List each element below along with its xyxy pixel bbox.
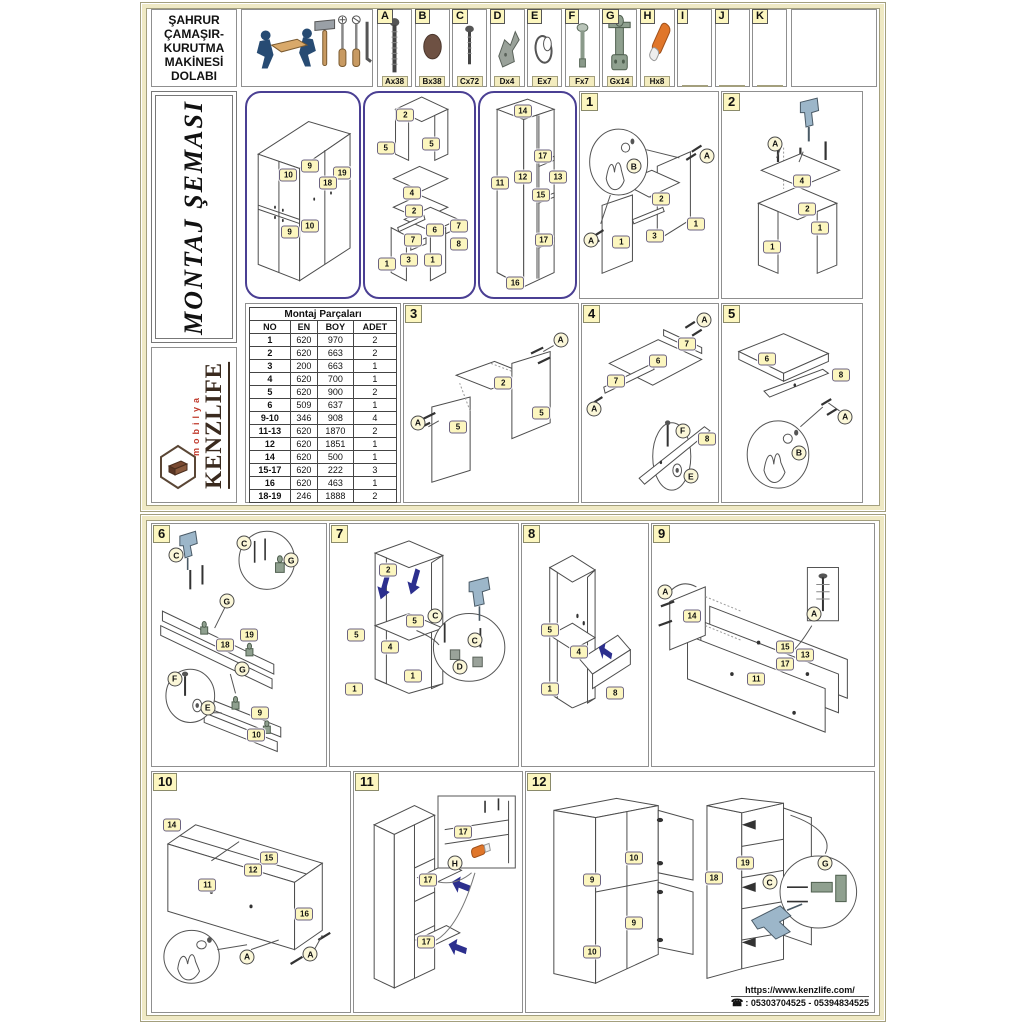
- product-title: [151, 9, 237, 87]
- fastener-label-A: A: [807, 606, 822, 621]
- part-label-4: 4: [381, 641, 399, 654]
- fastener-label-C: C: [237, 536, 252, 551]
- part-label-18: 18: [319, 176, 337, 189]
- step-number: 2: [723, 93, 740, 111]
- part-label-19: 19: [333, 166, 351, 179]
- fastener-label-A: A: [838, 409, 853, 424]
- part-label-5: 5: [532, 406, 550, 419]
- part-label-6: 6: [758, 353, 776, 366]
- fastener-label-B: B: [792, 445, 807, 460]
- part-label-11: 11: [747, 672, 765, 685]
- part-label-9: 9: [583, 874, 601, 887]
- part-label-5: 5: [347, 629, 365, 642]
- part-label-2: 2: [379, 563, 397, 576]
- col-boy: BOY: [317, 321, 353, 334]
- hardware-letter: A: [377, 9, 393, 24]
- step-number: 1: [581, 93, 598, 111]
- brand-subtitle: mobilya: [191, 393, 201, 456]
- table-row: 5 620 900 2: [250, 386, 397, 399]
- part-label-1: 1: [811, 221, 829, 234]
- hardware-cell-a: [377, 9, 412, 87]
- step-panel-9: [651, 523, 875, 767]
- part-label-5: 5: [406, 614, 424, 627]
- website-text: https://www.kenzlife.com/: [731, 985, 869, 997]
- fastener-label-A: A: [410, 415, 425, 430]
- contact-footer: [731, 985, 869, 1009]
- part-label-17: 17: [419, 874, 437, 887]
- part-label-8: 8: [450, 237, 468, 250]
- col-en: EN: [290, 321, 317, 334]
- step-panel-1: [579, 91, 719, 299]
- part-label-1: 1: [404, 670, 422, 683]
- brand-name: KENZLIFE: [201, 362, 230, 489]
- table-row: 2 620 663 2: [250, 347, 397, 360]
- hardware-cell-i: [677, 9, 712, 87]
- fastener-label-G: G: [219, 594, 234, 609]
- part-label-1: 1: [612, 236, 630, 249]
- hardware-qty: Hx8: [644, 76, 670, 87]
- hardware-qty: Dx4: [494, 76, 520, 87]
- phone-icon: ☎: [730, 998, 744, 1009]
- hardware-cell-d: [490, 9, 525, 87]
- part-label-9: 9: [301, 160, 319, 173]
- parts-table-cell: [245, 303, 401, 503]
- fastener-label-A: A: [587, 401, 602, 416]
- phone-numbers: : 05303704525 - 05394834525: [745, 998, 869, 1008]
- part-label-19: 19: [240, 629, 258, 642]
- step-number: 11: [355, 773, 379, 791]
- part-label-8: 8: [698, 432, 716, 445]
- part-label-13: 13: [549, 170, 567, 183]
- hardware-cell-j: [715, 9, 750, 87]
- part-label-9: 9: [281, 225, 299, 238]
- empty-header-cell: [791, 9, 877, 87]
- part-label-7: 7: [404, 233, 422, 246]
- part-label-1: 1: [424, 254, 442, 267]
- step-panel-7: [329, 523, 519, 767]
- fastener-label-C: C: [762, 875, 777, 890]
- part-label-1: 1: [345, 682, 363, 695]
- hardware-cell-e: [527, 9, 562, 87]
- hardware-qty: [682, 85, 708, 87]
- part-label-1: 1: [541, 682, 559, 695]
- hardware-letter: G: [602, 9, 619, 24]
- part-label-2: 2: [396, 109, 414, 122]
- part-label-15: 15: [776, 641, 794, 654]
- part-label-14: 14: [163, 818, 181, 831]
- hardware-letter: C: [452, 9, 468, 24]
- part-label-7: 7: [450, 219, 468, 232]
- part-label-17: 17: [454, 826, 472, 839]
- part-label-2: 2: [494, 377, 512, 390]
- tools-cell: [241, 9, 373, 87]
- fastener-label-G: G: [284, 553, 299, 568]
- table-row: 6 509 637 1: [250, 399, 397, 412]
- fastener-label-A: A: [697, 312, 712, 327]
- step-number: 10: [153, 773, 177, 791]
- step-number: 9: [653, 525, 670, 543]
- part-label-17: 17: [776, 658, 794, 671]
- step-panel-8: [521, 523, 649, 767]
- fastener-label-A: A: [240, 949, 255, 964]
- step-panel-6: [151, 523, 327, 767]
- table-row: 12 620 1851 1: [250, 438, 397, 451]
- tools-illustration-icon: [242, 10, 372, 86]
- fastener-label-C: C: [467, 633, 482, 648]
- part-label-16: 16: [295, 907, 313, 920]
- hardware-qty: Gx14: [607, 76, 633, 87]
- part-label-4: 4: [793, 174, 811, 187]
- part-label-17: 17: [534, 150, 552, 163]
- part-label-1: 1: [763, 240, 781, 253]
- part-label-18: 18: [705, 871, 723, 884]
- table-row: 15-17 620 222 3: [250, 464, 397, 477]
- step-panel-12: [525, 771, 875, 1013]
- part-label-18: 18: [216, 639, 234, 652]
- table-row: 1 620 970 2: [250, 334, 397, 347]
- fastener-label-A: A: [699, 148, 714, 163]
- col-no: NO: [250, 321, 291, 334]
- step-panel-5: [721, 303, 863, 503]
- hardware-cell-h: [640, 9, 675, 87]
- part-label-11: 11: [198, 878, 216, 891]
- part-label-15: 15: [260, 852, 278, 865]
- step-number: 7: [331, 525, 348, 543]
- step-number: 6: [153, 525, 170, 543]
- hardware-letter: E: [527, 9, 542, 24]
- overview-exploded-lower-unit: [363, 91, 476, 299]
- part-label-2: 2: [652, 193, 670, 206]
- part-label-8: 8: [606, 687, 624, 700]
- part-label-4: 4: [570, 646, 588, 659]
- step-number: 8: [523, 525, 540, 543]
- fastener-label-H: H: [447, 856, 462, 871]
- product-title-text: ŞAHRUR ÇAMAŞIR- KURUTMA MAKİNESİ DOLABI: [163, 13, 225, 83]
- fastener-label-A: A: [303, 947, 318, 962]
- part-label-3: 3: [646, 230, 664, 243]
- scheme-title: MONTAJ ŞEMASI: [179, 99, 208, 335]
- step-number: 5: [723, 305, 740, 323]
- hardware-qty: Fx7: [569, 76, 595, 87]
- fastener-label-D: D: [452, 659, 467, 674]
- hardware-letter: I: [677, 9, 688, 24]
- brand-cell: [151, 347, 237, 503]
- part-label-4: 4: [403, 186, 421, 199]
- part-label-10: 10: [625, 852, 643, 865]
- fastener-label-A: A: [768, 136, 783, 151]
- hardware-letter: F: [565, 9, 580, 24]
- part-label-17: 17: [535, 233, 553, 246]
- step-number: 12: [527, 773, 551, 791]
- part-label-5: 5: [541, 624, 559, 637]
- hardware-qty: [719, 85, 745, 87]
- part-label-13: 13: [796, 648, 814, 661]
- fastener-label-A: A: [553, 332, 568, 347]
- table-row: 4 620 700 1: [250, 373, 397, 386]
- fastener-label-C: C: [428, 608, 443, 623]
- fastener-label-G: G: [235, 662, 250, 677]
- part-label-3: 3: [400, 254, 418, 267]
- step-panel-4: [581, 303, 719, 503]
- step-number: 4: [583, 305, 600, 323]
- fastener-label-A: A: [584, 233, 599, 248]
- hardware-letter: H: [640, 9, 656, 24]
- part-label-7: 7: [678, 337, 696, 350]
- part-label-10: 10: [301, 219, 319, 232]
- part-label-7: 7: [607, 375, 625, 388]
- part-label-5: 5: [422, 138, 440, 151]
- part-label-12: 12: [514, 170, 532, 183]
- step-panel-3: [403, 303, 579, 503]
- hardware-qty: Ax38: [382, 76, 408, 87]
- step-number: 3: [405, 305, 422, 323]
- step-panel-10: [151, 771, 351, 1013]
- hardware-qty: Bx38: [419, 76, 445, 87]
- part-label-16: 16: [506, 276, 524, 289]
- fastener-label-F: F: [167, 671, 182, 686]
- hardware-letter: K: [752, 9, 768, 24]
- part-label-10: 10: [583, 946, 601, 959]
- col-adet: ADET: [353, 321, 396, 334]
- fastener-label-C: C: [169, 548, 184, 563]
- part-label-1: 1: [378, 258, 396, 271]
- fastener-label-F: F: [675, 423, 690, 438]
- overview-tall-cabinet: [478, 91, 577, 299]
- parts-table-body: [250, 334, 397, 503]
- bottom-sheet: [140, 514, 886, 1022]
- table-row: 18-19 246 1888 2: [250, 490, 397, 503]
- scheme-title-cell: [151, 91, 237, 343]
- fastener-label-E: E: [200, 700, 215, 715]
- part-label-9: 9: [625, 917, 643, 930]
- top-sheet: [140, 2, 886, 512]
- hardware-cell-g: [602, 9, 637, 87]
- part-label-1: 1: [687, 217, 705, 230]
- fastener-label-B: B: [626, 159, 641, 174]
- part-label-2: 2: [405, 205, 423, 218]
- table-row: 14 620 500 1: [250, 451, 397, 464]
- hardware-cell-c: [452, 9, 487, 87]
- hardware-qty: Ex7: [532, 76, 558, 87]
- hardware-cell-k: [752, 9, 787, 87]
- overview-assembled-cabinet: [245, 91, 361, 299]
- parts-table-title: Montaj Parçaları: [250, 308, 397, 321]
- hardware-cell-b: [415, 9, 450, 87]
- part-label-9: 9: [251, 706, 269, 719]
- table-row: 3 200 663 1: [250, 360, 397, 373]
- hardware-qty: Cx72: [457, 76, 483, 87]
- parts-table: [249, 307, 397, 503]
- part-label-10: 10: [247, 728, 265, 741]
- hardware-cell-f: [565, 9, 600, 87]
- part-label-14: 14: [683, 609, 701, 622]
- hardware-letter: D: [490, 9, 506, 24]
- table-row: 9-10 346 908 4: [250, 412, 397, 425]
- step-panel-11: [353, 771, 523, 1013]
- part-label-5: 5: [377, 142, 395, 155]
- phone-line: [731, 997, 869, 1009]
- step-panel-2: [721, 91, 863, 299]
- hardware-letter: B: [415, 9, 431, 24]
- part-label-8: 8: [832, 369, 850, 382]
- hardware-qty: [757, 85, 783, 87]
- part-label-12: 12: [244, 864, 262, 877]
- fastener-label-G: G: [818, 856, 833, 871]
- part-label-19: 19: [736, 857, 754, 870]
- fastener-label-E: E: [683, 469, 698, 484]
- part-label-10: 10: [279, 168, 297, 181]
- part-label-6: 6: [649, 355, 667, 368]
- table-row: 16 620 463 1: [250, 477, 397, 490]
- part-label-17: 17: [417, 936, 435, 949]
- part-label-2: 2: [798, 203, 816, 216]
- hardware-letter: J: [715, 9, 729, 24]
- table-row: 11-13 620 1870 2: [250, 425, 397, 438]
- part-label-6: 6: [426, 223, 444, 236]
- fastener-label-A: A: [658, 584, 673, 599]
- part-label-5: 5: [449, 420, 467, 433]
- part-label-14: 14: [514, 105, 532, 118]
- part-label-11: 11: [491, 176, 509, 189]
- part-label-15: 15: [532, 189, 550, 202]
